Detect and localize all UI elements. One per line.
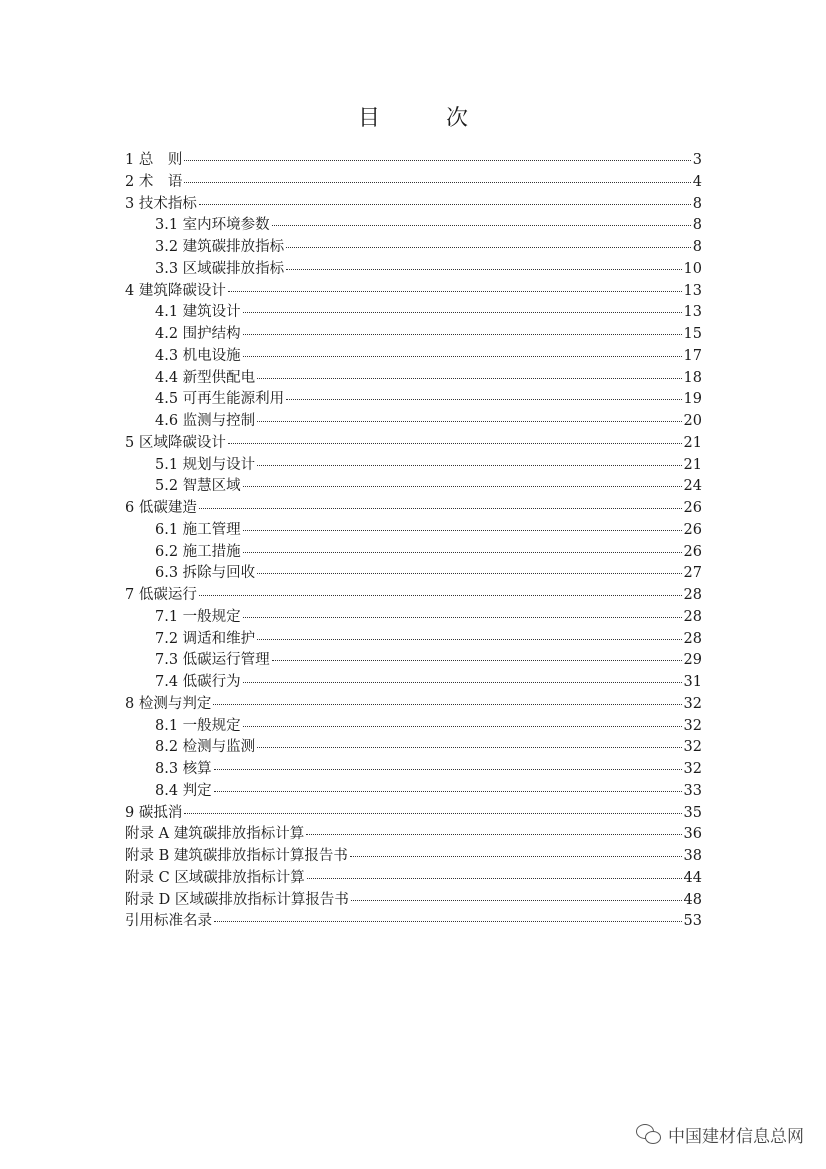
toc-leader-dots: [199, 508, 682, 509]
toc-leader-dots: [243, 682, 682, 683]
toc-entry-label: 附录 A 建筑碳排放指标计算: [125, 826, 305, 843]
toc-entry-label: 附录 B 建筑碳排放指标计算报告书: [125, 848, 348, 864]
toc-entry-label: 3.1 室内环境参数: [155, 217, 270, 234]
toc-entry-page: 26: [683, 543, 702, 560]
toc-entry-label: 2 术 语: [125, 173, 183, 190]
toc-entry[interactable]: [125, 431, 702, 453]
toc-entry-page: 19: [683, 391, 702, 408]
toc-entry-label: 3.3 区域碳排放指标: [155, 260, 285, 277]
toc-entry[interactable]: [125, 213, 702, 235]
toc-entry-label: 4 建筑降碳设计: [125, 282, 226, 299]
toc-entry-page: 20: [683, 413, 702, 429]
toc-entry-page: 28: [683, 630, 702, 647]
toc-leader-dots: [184, 182, 690, 183]
toc-leader-dots: [306, 834, 681, 835]
toc-leader-dots: [243, 334, 682, 335]
toc-entry[interactable]: [125, 387, 702, 409]
toc-leader-dots: [243, 486, 682, 487]
toc-entry-page: 32: [683, 739, 702, 756]
toc-leader-dots: [243, 726, 682, 727]
toc-entry-label: 6.2 施工措施: [155, 543, 241, 560]
toc-entry[interactable]: [125, 648, 702, 670]
toc-entry[interactable]: [125, 735, 702, 757]
toc-entry[interactable]: [125, 540, 702, 562]
toc-entry-label: 8 检测与判定: [125, 695, 212, 712]
toc-entry-page: 44: [683, 869, 702, 886]
toc-entry-page: 48: [683, 891, 702, 908]
watermark: [636, 1122, 804, 1147]
toc-entry-page: 3: [692, 152, 702, 168]
toc-leader-dots: [214, 921, 682, 922]
toc-entry-label: 附录 D 区域碳排放指标计算报告书: [125, 891, 349, 908]
toc-leader-dots: [199, 595, 682, 596]
toc-entry[interactable]: [125, 474, 702, 496]
toc-entry-page: 32: [683, 695, 702, 712]
toc-leader-dots: [272, 225, 691, 226]
toc-entry[interactable]: [125, 148, 702, 170]
toc-entry-label: 4.3 机电设施: [155, 347, 241, 364]
toc-leader-dots: [214, 769, 682, 770]
toc-entry-label: 6.3 拆除与回收: [155, 565, 256, 582]
toc-entry[interactable]: [125, 583, 702, 605]
toc-entry[interactable]: [125, 170, 702, 192]
toc-entry-label: 4.6 监测与控制: [155, 413, 256, 429]
toc-entry-label: 5 区域降碳设计: [125, 434, 226, 451]
toc-leader-dots: [351, 900, 682, 901]
toc-entry-page: 18: [683, 369, 702, 386]
toc-entry-label: 引用标准名录: [125, 913, 212, 930]
toc-entry-page: 13: [683, 304, 702, 321]
toc-entry-label: 9 碳抵消: [125, 804, 183, 821]
toc-entry[interactable]: [125, 757, 702, 779]
toc-entry-page: 13: [683, 282, 702, 299]
toc-entry-label: 1 总 则: [125, 152, 183, 168]
toc-entry[interactable]: [125, 866, 702, 888]
toc-leader-dots: [213, 704, 681, 705]
toc-entry-label: 8.3 核算: [155, 761, 212, 777]
toc-entry-page: 8: [692, 239, 702, 255]
toc-entry-label: 7.2 调适和维护: [155, 630, 256, 647]
toc-leader-dots: [184, 813, 681, 814]
toc-leader-dots: [257, 421, 681, 422]
toc-entry-label: 4.2 围护结构: [155, 326, 241, 342]
toc-entry-label: 4.4 新型供配电: [155, 369, 256, 386]
toc-leader-dots: [214, 791, 682, 792]
toc-leader-dots: [350, 856, 682, 857]
toc-entry-page: 32: [683, 717, 702, 734]
toc-leader-dots: [228, 443, 682, 444]
toc-entry[interactable]: [125, 801, 702, 823]
toc-entry[interactable]: [125, 909, 702, 931]
toc-entry[interactable]: [125, 888, 702, 910]
toc-entry[interactable]: [125, 344, 702, 366]
toc-entry[interactable]: [125, 279, 702, 301]
toc-leader-dots: [257, 378, 681, 379]
toc-entry-label: 4.1 建筑设计: [155, 304, 241, 321]
toc-entry[interactable]: [125, 496, 702, 518]
toc-leader-dots: [272, 660, 682, 661]
toc-entry-label: 8.4 判定: [155, 782, 212, 799]
page-title: 目 次: [357, 106, 490, 131]
toc-entry[interactable]: [125, 235, 702, 257]
toc-entry-label: 3.2 建筑碳排放指标: [155, 239, 285, 255]
toc-entry-page: 35: [683, 804, 702, 821]
toc-entry[interactable]: [125, 257, 702, 279]
toc-entry-page: 38: [683, 848, 702, 864]
toc-entry[interactable]: [125, 300, 702, 322]
toc-entry[interactable]: [125, 779, 702, 801]
toc-entry[interactable]: [125, 453, 702, 475]
toc-entry-page: 26: [683, 500, 702, 516]
toc-leader-dots: [243, 617, 682, 618]
toc-entry-page: 24: [683, 478, 702, 495]
toc-leader-dots: [243, 530, 682, 531]
toc-leader-dots: [228, 291, 682, 292]
watermark-text: 中国建材信息总网: [668, 1127, 804, 1147]
toc-entry[interactable]: [125, 518, 702, 540]
toc-entry-page: 53: [683, 913, 702, 930]
toc-leader-dots: [243, 356, 682, 357]
toc-entry-page: 4: [692, 173, 702, 190]
toc-entry[interactable]: [125, 366, 702, 388]
toc-entry[interactable]: [125, 322, 702, 344]
toc-entry-label: 6 低碳建造: [125, 500, 197, 516]
toc-entry-label: 6.1 施工管理: [155, 521, 241, 538]
toc-leader-dots: [243, 312, 682, 313]
toc-entry-page: 10: [683, 260, 702, 277]
toc-entry-page: 8: [692, 195, 702, 212]
toc-leader-dots: [199, 204, 691, 205]
toc-entry-page: 8: [692, 217, 702, 234]
toc-leader-dots: [243, 552, 682, 553]
toc-entry-label: 4.5 可再生能源利用: [155, 391, 285, 408]
toc-entry[interactable]: [125, 714, 702, 736]
toc-entry-label: 8.2 检测与监测: [155, 739, 256, 756]
toc-entry[interactable]: [125, 692, 702, 714]
toc-entry-label: 7.4 低碳行为: [155, 674, 241, 690]
toc-entry-label: 7.3 低碳运行管理: [155, 652, 270, 669]
toc-entry-label: 7.1 一般规定: [155, 608, 241, 625]
toc-entry[interactable]: [125, 409, 702, 431]
toc-entry-page: 28: [683, 608, 702, 625]
wechat-icon: [636, 1124, 662, 1146]
toc-entry-page: 15: [683, 326, 702, 342]
toc-entry-label: 5.1 规划与设计: [155, 456, 256, 473]
toc-entry-page: 31: [683, 674, 702, 690]
toc-entry-page: 27: [683, 565, 702, 582]
toc-entry[interactable]: [125, 670, 702, 692]
table-of-contents: [125, 148, 702, 931]
toc-entry[interactable]: [125, 822, 702, 844]
toc-entry-label: 5.2 智慧区域: [155, 478, 241, 495]
toc-entry-page: 32: [683, 761, 702, 777]
toc-entry-label: 3 技术指标: [125, 195, 197, 212]
toc-leader-dots: [307, 878, 682, 879]
toc-entry-page: 21: [683, 456, 702, 473]
toc-entry-label: 8.1 一般规定: [155, 717, 241, 734]
toc-entry-page: 26: [683, 521, 702, 538]
toc-entry-page: 29: [683, 652, 702, 669]
toc-entry-page: 36: [683, 826, 702, 843]
toc-entry-label: 7 低碳运行: [125, 587, 197, 603]
toc-leader-dots: [184, 160, 690, 161]
toc-leader-dots: [257, 639, 681, 640]
toc-entry[interactable]: [125, 605, 702, 627]
toc-leader-dots: [286, 247, 691, 248]
toc-entry[interactable]: [125, 561, 702, 583]
toc-entry-page: 28: [683, 587, 702, 603]
toc-leader-dots: [257, 465, 681, 466]
toc-entry-page: 17: [683, 347, 702, 364]
toc-entry-label: 附录 C 区域碳排放指标计算: [125, 869, 305, 886]
toc-entry[interactable]: [125, 844, 702, 866]
toc-leader-dots: [257, 573, 681, 574]
toc-entry[interactable]: [125, 627, 702, 649]
toc-leader-dots: [286, 269, 681, 270]
toc-entry-page: 21: [683, 434, 702, 451]
toc-entry-page: 33: [683, 782, 702, 799]
toc-leader-dots: [257, 747, 681, 748]
toc-entry[interactable]: [125, 192, 702, 214]
toc-leader-dots: [286, 399, 681, 400]
